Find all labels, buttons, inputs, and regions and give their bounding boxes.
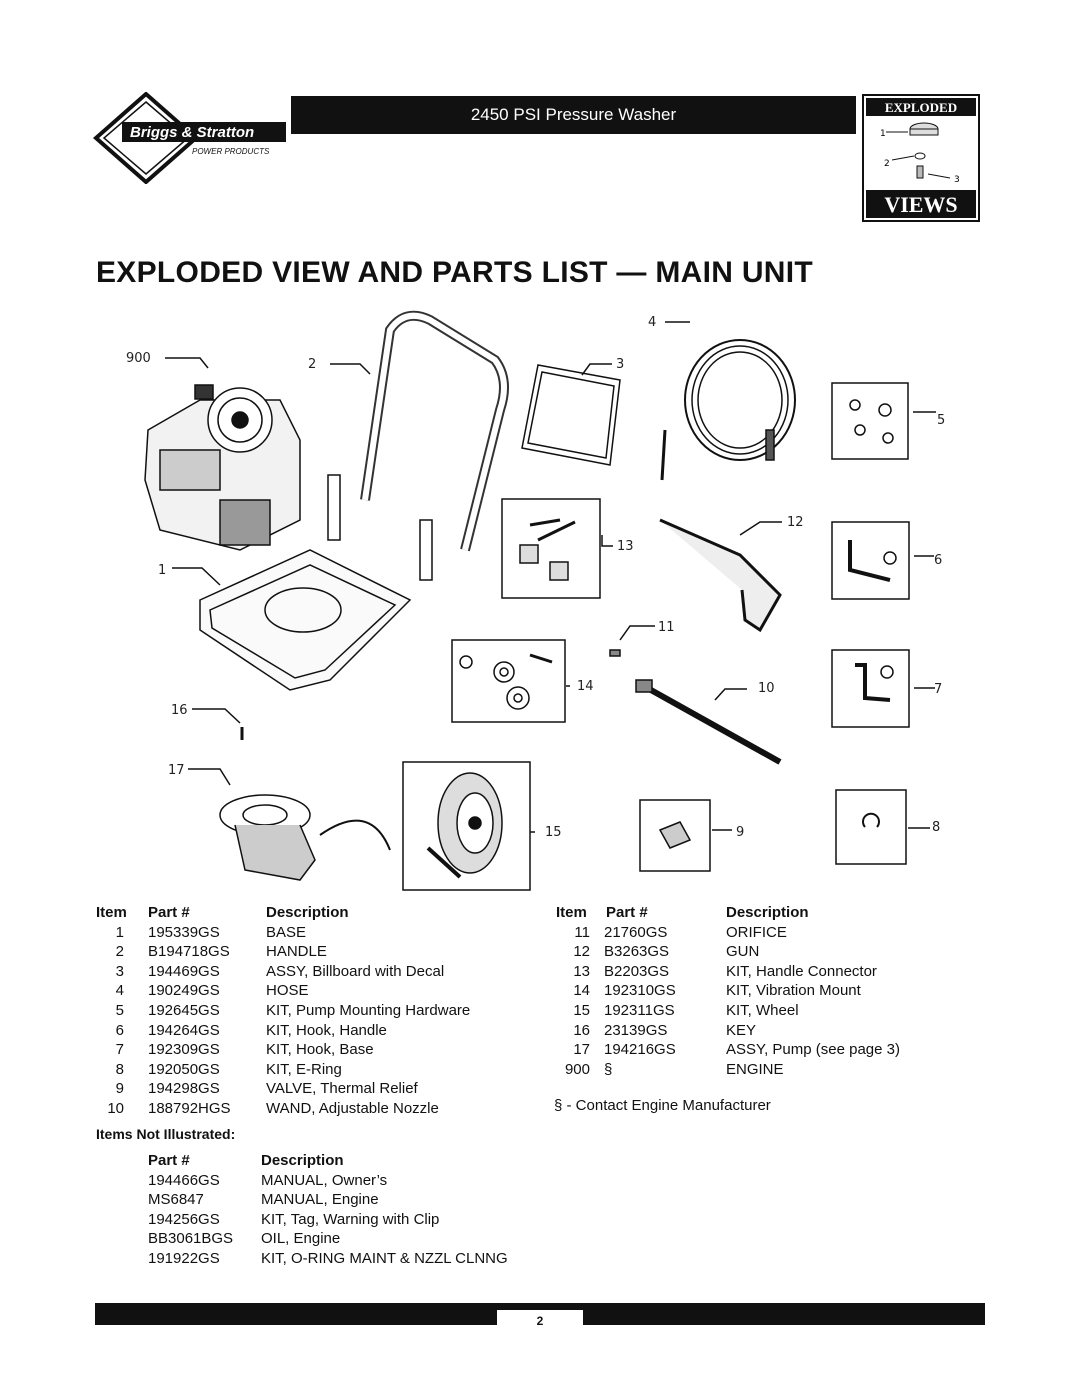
cell-part: 194466GS <box>148 1171 220 1189</box>
cell-part: § <box>604 1060 613 1078</box>
callout-13: 13 <box>617 539 634 554</box>
badge-callout-1: 1 <box>880 129 886 139</box>
kit-7-box <box>832 650 909 727</box>
table-row <box>148 1171 568 1191</box>
cell-part: 192645GS <box>148 1001 220 1019</box>
callout-2: 2 <box>308 357 317 372</box>
cell-description: KIT, O-RING MAINT & NZZL CLNNG <box>261 1249 508 1267</box>
cell-item: 7 <box>115 1041 124 1059</box>
cell-description: WAND, Adjustable Nozzle <box>266 1099 439 1117</box>
header-part: Part # <box>148 904 190 921</box>
callout-15: 15 <box>545 825 562 840</box>
cell-item: 9 <box>115 1080 124 1098</box>
cell-description: HOSE <box>266 982 309 1000</box>
cell-part: 194216GS <box>604 1041 676 1059</box>
badge-callout-2: 2 <box>884 159 890 169</box>
product-title: 2450 PSI Pressure Washer <box>470 105 677 124</box>
cell-description: KIT, Pump Mounting Hardware <box>266 1001 471 1019</box>
cell-part: 23139GS <box>604 1021 668 1039</box>
cell-description: BASE <box>266 923 307 941</box>
page-number: 2 <box>536 1314 544 1328</box>
cell-item: 15 <box>573 1001 590 1019</box>
callout-3: 3 <box>616 357 625 372</box>
brand-name: Briggs & Stratton <box>130 124 255 141</box>
cell-part: 192309GS <box>148 1041 220 1059</box>
cell-item: 5 <box>115 1001 124 1019</box>
cell-description: OIL, Engine <box>261 1230 341 1248</box>
cell-part: 190249GS <box>148 982 220 1000</box>
table-row <box>556 962 976 982</box>
cell-description: MANUAL, Owner’s <box>261 1171 388 1189</box>
cell-item: 1 <box>115 923 124 941</box>
callout-6: 6 <box>934 553 943 568</box>
cell-item: 8 <box>115 1060 124 1078</box>
table-row <box>96 1001 536 1021</box>
table-row <box>96 1099 536 1119</box>
table-row <box>96 981 536 1001</box>
callout-5: 5 <box>937 413 946 428</box>
cell-description: GUN <box>726 943 760 961</box>
cell-description: ORIFICE <box>726 923 787 941</box>
cell-part: 188792HGS <box>148 1099 231 1117</box>
callout-9: 9 <box>736 825 745 840</box>
callout-10: 10 <box>758 681 775 696</box>
cell-description: KIT, Handle Connector <box>726 962 877 980</box>
table-row <box>148 1249 568 1269</box>
footnote: § - Contact Engine Manufacturer <box>554 1097 771 1114</box>
cell-part: 194264GS <box>148 1021 220 1039</box>
kit-13-box <box>502 499 600 598</box>
engine-illustration <box>145 385 300 550</box>
table-row <box>148 1210 568 1230</box>
cell-item: 13 <box>573 962 590 980</box>
cell-item: 6 <box>115 1021 124 1039</box>
cell-item: 12 <box>573 943 590 961</box>
cell-description: KIT, Tag, Warning with Clip <box>261 1210 440 1228</box>
cell-description: KEY <box>726 1021 757 1039</box>
table-header <box>556 903 976 923</box>
cell-part: 195339GS <box>148 923 220 941</box>
cell-part: 194469GS <box>148 962 220 980</box>
table-row <box>96 942 536 962</box>
cell-part: 21760GS <box>604 923 668 941</box>
product-title-bar <box>291 96 856 134</box>
table-row <box>556 1060 976 1080</box>
parts-table-left <box>96 903 536 1119</box>
table-header <box>96 903 536 923</box>
callout-1: 1 <box>158 563 167 578</box>
cell-part: 191922GS <box>148 1249 220 1267</box>
cell-item: 2 <box>115 943 124 961</box>
callout-7: 7 <box>934 682 943 697</box>
cell-description: HANDLE <box>266 943 327 961</box>
callout-12: 12 <box>787 515 804 530</box>
table-row <box>556 981 976 1001</box>
callout-14: 14 <box>577 679 594 694</box>
table-row <box>556 1040 976 1060</box>
cell-description: KIT, Hook, Handle <box>266 1021 387 1039</box>
table-row <box>96 1079 536 1099</box>
cell-description: ENGINE <box>726 1060 784 1078</box>
callout-4: 4 <box>648 315 657 330</box>
table-row <box>556 923 976 943</box>
badge-callout-3: 3 <box>954 175 960 185</box>
table-row <box>556 1001 976 1021</box>
callout-900: 900 <box>126 351 151 366</box>
cell-item: 14 <box>573 982 590 1000</box>
header-item: Item <box>556 904 587 921</box>
cell-item: 16 <box>573 1021 590 1039</box>
cell-item: 900 <box>564 1060 590 1078</box>
cell-description: MANUAL, Engine <box>261 1191 379 1209</box>
cell-description: ASSY, Billboard with Decal <box>266 962 445 980</box>
kit-5-box <box>832 383 908 459</box>
table-row <box>556 942 976 962</box>
header-description: Description <box>261 1152 344 1169</box>
cell-part: B2203GS <box>604 962 670 980</box>
badge-top-text: EXPLODED <box>884 100 958 115</box>
not-illustrated-table <box>148 1151 568 1269</box>
header-part: Part # <box>606 904 648 921</box>
cell-description: ASSY, Pump (see page 3) <box>726 1041 900 1059</box>
table-row <box>148 1190 568 1210</box>
exploded-views-badge <box>862 94 980 222</box>
page-title: EXPLODED VIEW AND PARTS LIST — MAIN UNIT <box>96 256 814 289</box>
table-row <box>96 1060 536 1080</box>
cell-description: KIT, Vibration Mount <box>726 982 861 1000</box>
cell-description: KIT, E-Ring <box>266 1060 342 1078</box>
badge-bottom-text: VIEWS <box>884 192 958 217</box>
header-description: Description <box>726 904 809 921</box>
cell-description: KIT, Hook, Base <box>266 1041 374 1059</box>
table-row <box>96 1021 536 1041</box>
table-row <box>96 962 536 982</box>
header-part: Part # <box>148 1152 190 1169</box>
table-row <box>96 1040 536 1060</box>
cell-part: 192310GS <box>604 982 676 1000</box>
kit-8-box <box>836 790 906 864</box>
table-row <box>96 923 536 943</box>
callout-16: 16 <box>171 703 188 718</box>
not-illustrated-title: Items Not Illustrated: <box>96 1126 236 1142</box>
parts-table-right <box>556 903 976 1079</box>
table-row <box>148 1229 568 1249</box>
cell-item: 3 <box>115 962 124 980</box>
cell-part: B194718GS <box>148 943 230 961</box>
kit-6-box <box>832 522 909 599</box>
cell-part: 192050GS <box>148 1060 220 1078</box>
briggs-stratton-logo <box>92 92 292 184</box>
cell-item: 4 <box>115 982 124 1000</box>
cell-part: 194256GS <box>148 1210 220 1228</box>
callout-11: 11 <box>658 620 675 635</box>
callout-17: 17 <box>168 763 185 778</box>
cell-part: MS6847 <box>148 1191 204 1209</box>
cell-item: 11 <box>574 923 590 941</box>
cell-part: 192311GS <box>604 1001 675 1019</box>
brand-subtitle: POWER PRODUCTS <box>192 147 270 156</box>
cell-part: B3263GS <box>604 943 670 961</box>
cell-item: 10 <box>107 1099 124 1117</box>
cell-description: VALVE, Thermal Relief <box>266 1080 418 1098</box>
table-header <box>148 1151 568 1171</box>
cell-description: KIT, Wheel <box>726 1001 799 1019</box>
header-description: Description <box>266 904 349 921</box>
callout-8: 8 <box>932 820 941 835</box>
exploded-view-diagram <box>90 300 990 895</box>
header-item: Item <box>96 904 127 921</box>
cell-item: 17 <box>573 1041 590 1059</box>
cell-part: 194298GS <box>148 1080 220 1098</box>
cell-part: BB3061BGS <box>148 1230 234 1248</box>
table-row <box>556 1021 976 1041</box>
